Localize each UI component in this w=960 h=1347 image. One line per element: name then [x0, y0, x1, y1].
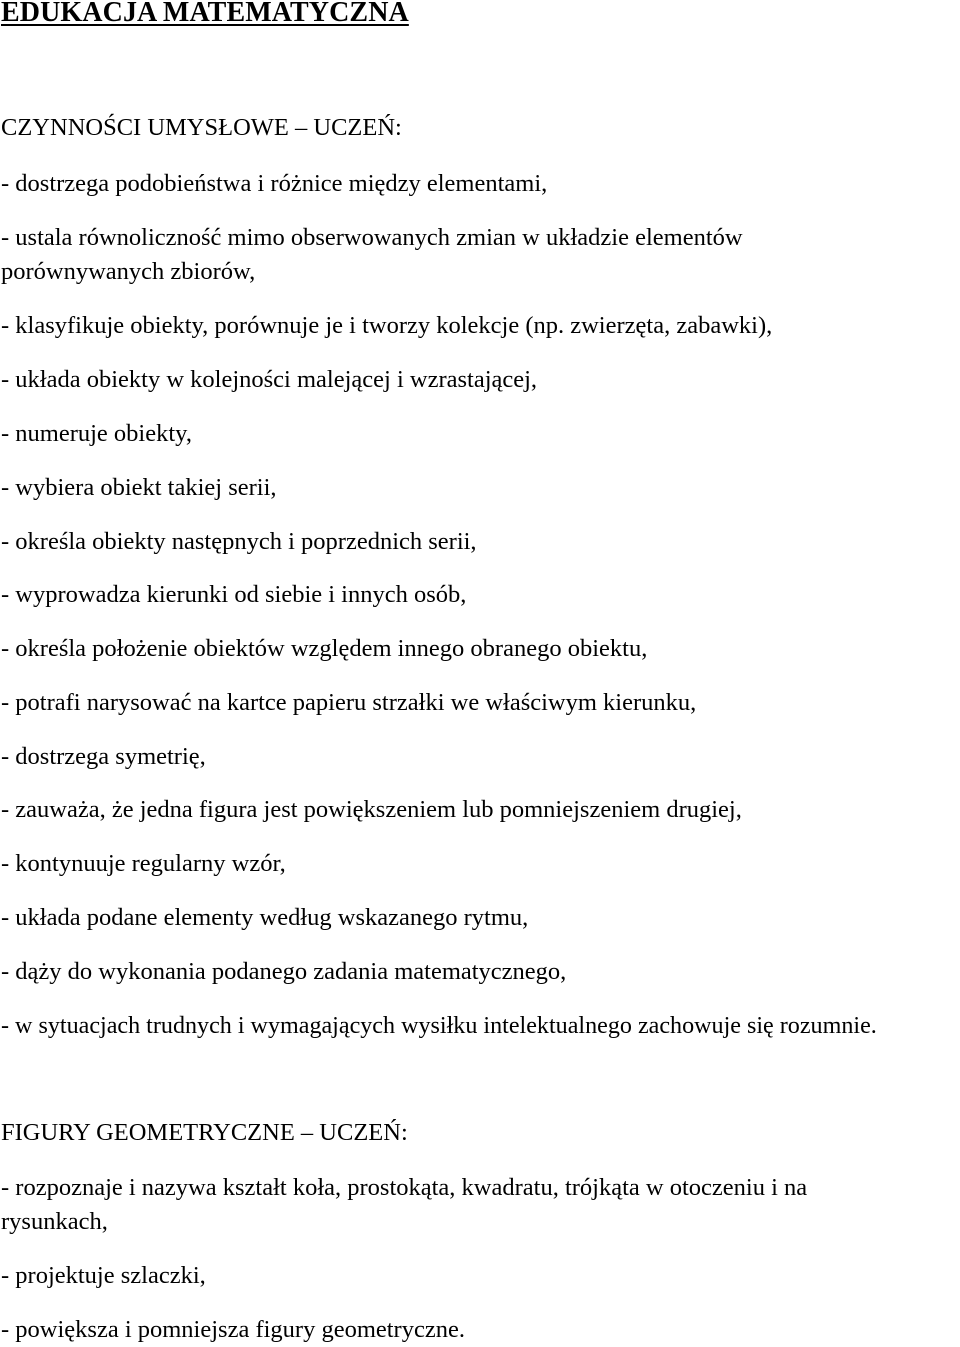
page-title: EDUKACJA MATEMATYCZNA	[1, 0, 409, 28]
list-item: - kontynuuje regularny wzór,	[1, 850, 286, 877]
list-item: - dostrzega podobieństwa i różnice między elementami,	[1, 170, 548, 197]
list-item: - określa położenie obiektów względem innego obranego obiektu,	[1, 635, 648, 662]
list-item: - układa obiekty w kolejności malejącej i wzrastającej,	[1, 366, 538, 393]
list-item: - dostrzega symetrię,	[1, 743, 206, 770]
list-item: - w sytuacjach trudnych i wymagających wysiłku intelektualnego zachowuje się rozumnie.	[1, 1013, 877, 1039]
section-heading-geometric-figures: FIGURY GEOMETRYCZNE – UCZEŃ:	[1, 1119, 408, 1146]
list-item: - określa obiekty następnych i poprzednich serii,	[1, 528, 477, 555]
list-item: - zauważa, że jedna figura jest powiększeniem lub pomniejszeniem drugiej,	[1, 796, 742, 823]
list-item: - powiększa i pomniejsza figury geometryczne.	[1, 1316, 465, 1343]
list-item: - ustala równoliczność mimo obserwowanych zmian w układzie elementów porównywanych zbiorów,	[1, 224, 743, 285]
list-item: - dąży do wykonania podanego zadania matematycznego,	[1, 958, 567, 985]
list-item: - klasyfikuje obiekty, porównuje je i tworzy kolekcje (np. zwierzęta, zabawki),	[1, 312, 773, 339]
list-item: - numeruje obiekty,	[1, 420, 192, 447]
list-item: - wybiera obiekt takiej serii,	[1, 474, 277, 501]
list-item: - rozpoznaje i nazywa kształt koła, prostokąta, kwadratu, trójkąta w otoczeniu i na rysunkach,	[1, 1174, 808, 1235]
list-item: - potrafi narysować na kartce papieru strzałki we właściwym kierunku,	[1, 689, 697, 716]
list-item: - układa podane elementy według wskazanego rytmu,	[1, 904, 529, 931]
list-item: - projektuje szlaczki,	[1, 1262, 206, 1289]
section-heading-mental-activities: CZYNNOŚCI UMYSŁOWE – UCZEŃ:	[1, 114, 402, 141]
list-item: - wyprowadza kierunki od siebie i innych osób,	[1, 581, 467, 608]
